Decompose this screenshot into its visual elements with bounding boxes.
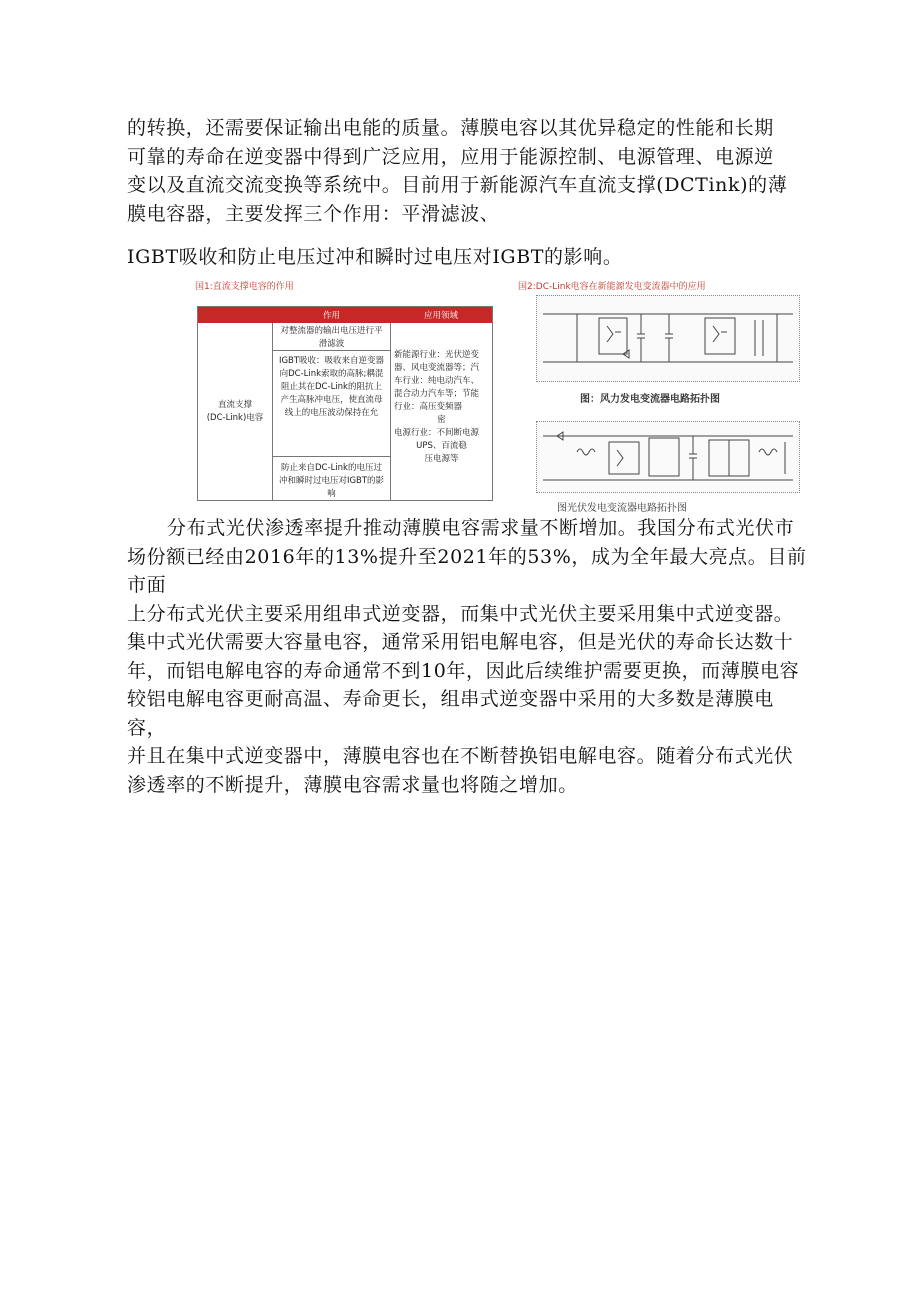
paragraph-intro [127,114,807,228]
text-line: 较铝电解电容更耐高温、寿命更长，组串式逆变器中采用的大多数是薄膜电容， [127,688,774,739]
cell-line: 对整流器的输出电压进行平 [280,326,383,336]
function-cell [273,325,390,351]
circuit-diagram-icon [537,422,799,492]
header-function: 作用 [322,311,340,321]
cell-line: 冲和瞬时过电压对IGBT的影 [278,476,385,486]
paragraph-pv [127,514,807,799]
table-header [198,307,492,323]
cell-line: 阻止其在DC-Link的阻抗上 [281,382,382,392]
header-field: 应用领域 [423,311,458,321]
function-cell [273,458,390,500]
text-line: 变以及直流交流变换等系统中。目前用于新能源汽车直流支撑(DCTink)的薄 [127,174,788,196]
cell-line: 防止来自DC-Link的电压过 [281,463,382,473]
text-line: 并且在集中式逆变器中，薄膜电容也在不断替换铝电解电容。随着分布式光伏 [127,745,794,767]
cell-line: 车行业：纯电动汽车、 [394,376,480,386]
diagram2-label: 图光伏发电变流器电路拓扑图 [557,503,687,514]
text-line: 的转换，还需要保证输出电能的质量。薄膜电容以其优异稳定的性能和长期 [127,117,774,139]
cell-line: UPS、百流稳 [416,441,467,451]
row-label-cell [198,323,273,500]
cell-line: 混合动力汽车等；节能 [394,389,480,399]
cell-line: 滑滤波 [318,339,345,349]
cell-line: 响 [327,489,336,499]
cell-line: 向DC-Link索取的高脉;耦混 [279,369,384,379]
text-line: 上分布式光伏主要采用组串式逆变器，而集中式光伏主要采用集中式逆变器。 [127,602,794,625]
row-label-line: (DC-Link)电容 [206,412,264,423]
function-cell [273,352,390,457]
text-line: 年，而铝电解电容的寿命通常不到10年，因此后续维护需要更换，而薄膜电容 [127,659,800,682]
cell-line: 器、风电变流器等；汽 [394,363,480,373]
text-line: 可靠的寿命在逆变器中得到广泛应用，应用于能源控制、电源管理、电源逆 [127,145,774,168]
text-line: 场份额已经由2016年的13%提升至2021年的53%，成为全年最大亮点。目前市面 [127,545,807,596]
cell-line: 行业：高压变频器 [394,402,463,412]
text-line: IGBT吸收和防止电压过冲和瞬时过电压对IGBT的影响。 [127,246,623,268]
figure2-caption: 国2:DC-Link电容在新能源发电变流器中的应用 [518,282,706,292]
cell-line: 密 [437,415,446,425]
cell-line: 电源行业：不间断电源 [394,428,480,438]
cell-line: 压电源等 [424,454,459,464]
text-line: 分布式光伏渗透率提升推动薄膜电容需求量不断增加。我国分布式光伏市 [167,517,795,539]
text-line: 集中式光伏需要大容量电容，通常采用铝电解电容，但是光伏的寿命长达数十 [127,631,794,653]
cell-line: 新能源行业：光伏逆变 [394,350,480,360]
cell-line: 产生高脉冲电压，使直流母 [280,395,383,405]
figure1-caption: 国1:直流支撑电容的作用 [195,282,294,292]
figure1-table [197,306,493,501]
field-cell [390,323,492,500]
circuit-diagram-icon [537,296,799,381]
paragraph-igbt [127,243,807,272]
cell-line: 线上的电压波动保持在允 [284,408,379,418]
diagram1-label: 图：风力发电变流器电路拓扑图 [580,394,720,405]
wind-converter-diagram [536,295,800,382]
cell-line: IGBT吸收：吸收来自逆变器 [278,356,385,366]
text-line: 膜电容器，主要发挥三个作用：平滑滤波、 [127,202,500,225]
row-label-line: 直流支撑 [217,399,252,410]
pv-converter-diagram [536,421,800,493]
text-line: 渗透率的不断提升，薄膜电容需求量也将随之增加。 [127,773,578,796]
